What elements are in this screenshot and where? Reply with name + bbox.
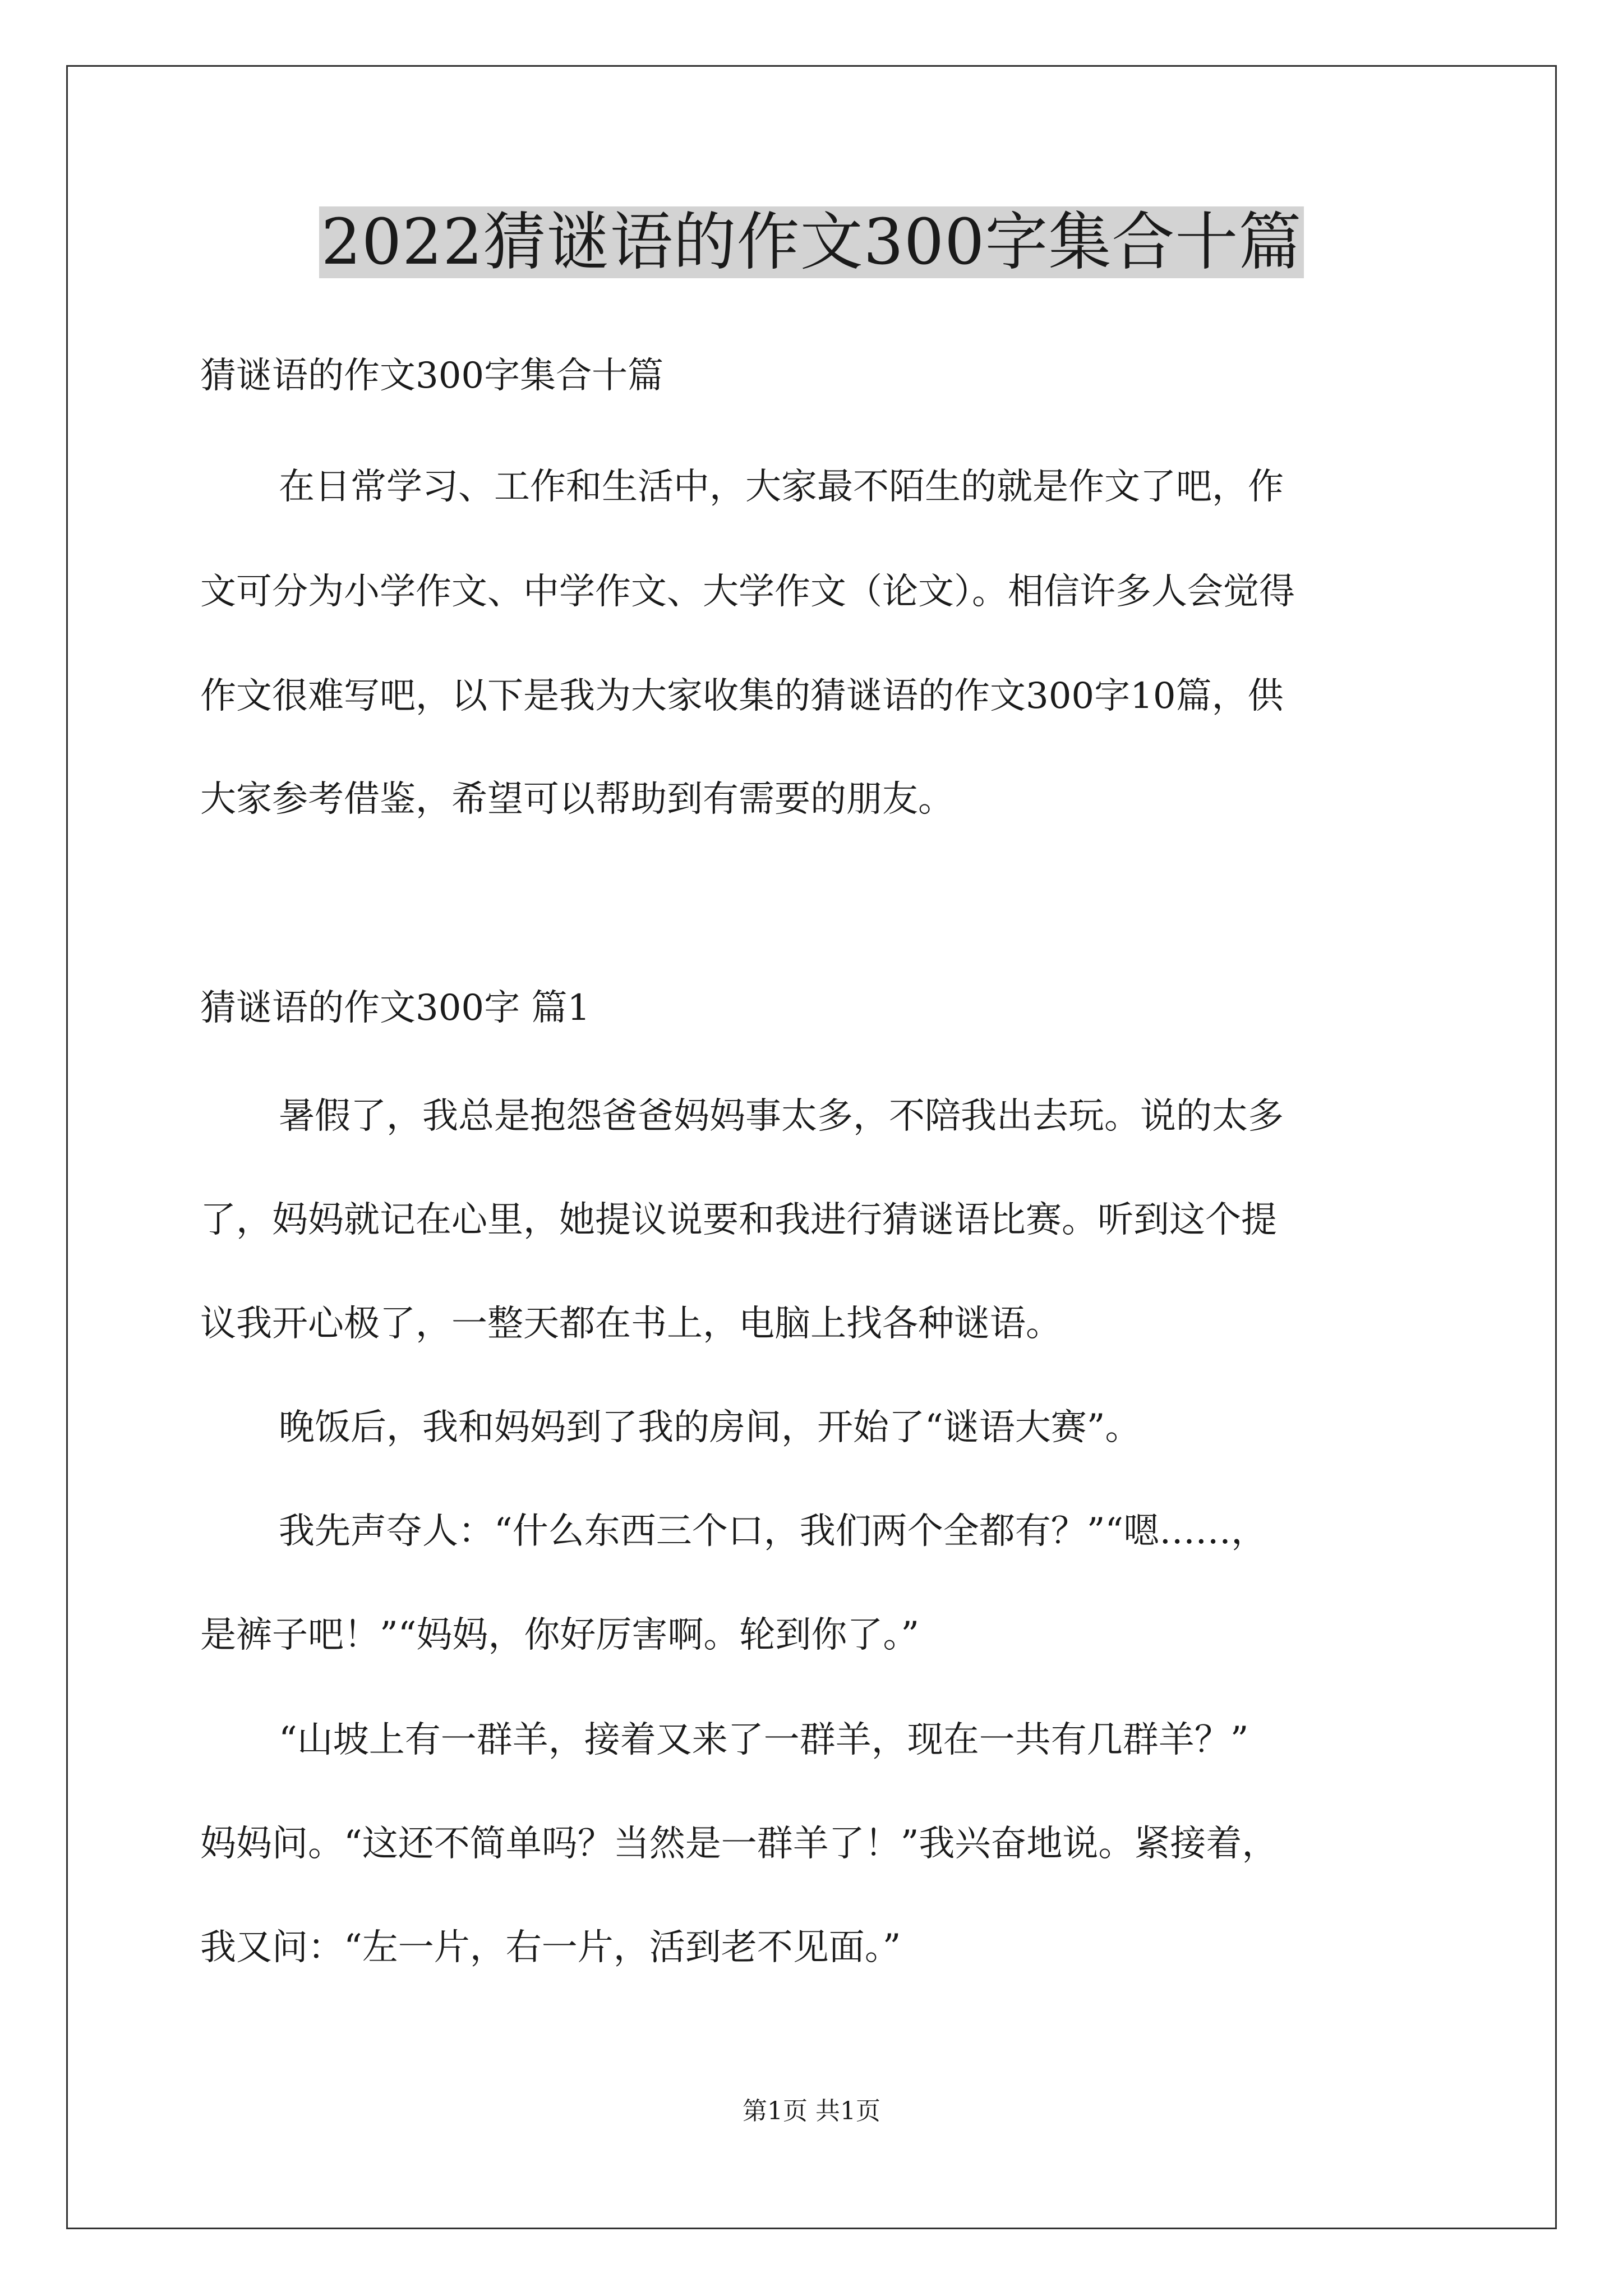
- paragraph-line: “山坡上有一群羊，接着又来了一群羊，现在一共有几群羊？”: [279, 1719, 1249, 1761]
- paragraph-line: 议我开心极了，一整天都在书上，电脑上找各种谜语。: [200, 1303, 1062, 1345]
- document-title: 2022猜谜语的作文300字集合十篇: [319, 206, 1304, 278]
- paragraph-line: 大家参考借鉴，希望可以帮助到有需要的朋友。: [200, 779, 954, 820]
- paragraph-line: 妈妈问。“这还不简单吗？当然是一群羊了！”我兴奋地说。紧接着，: [200, 1823, 1278, 1865]
- paragraph-line: 了，妈妈就记在心里，她提议说要和我进行猜谜语比赛。听到这个提: [200, 1199, 1277, 1241]
- title-container: [0, 206, 1623, 278]
- section-heading: 猜谜语的作文300字 篇1: [200, 987, 591, 1029]
- paragraph-line: 在日常学习、工作和生活中，大家最不陌生的就是作文了吧，作: [279, 466, 1284, 508]
- paragraph-line: 晚饭后，我和妈妈到了我的房间，开始了“谜语大赛”。: [279, 1407, 1141, 1448]
- paragraph-line: 暑假了，我总是抱怨爸爸妈妈事太多，不陪我出去玩。说的太多: [279, 1096, 1284, 1137]
- paragraph-line: 我先声夺人：“什么东西三个口，我们两个全都有？”“嗯……，: [279, 1511, 1267, 1552]
- paragraph-line: 我又问：“左一片，右一片，活到老不见面。”: [200, 1927, 901, 1968]
- subtitle-line: 猜谜语的作文300字集合十篇: [200, 355, 664, 397]
- paragraph-line: 是裤子吧！”“妈妈，你好厉害啊。轮到你了。”: [200, 1614, 920, 1656]
- paragraph-line: 作文很难写吧，以下是我为大家收集的猜谜语的作文300字10篇，供: [200, 675, 1284, 717]
- paragraph-line: 文可分为小学作文、中学作文、大学作文（论文）。相信许多人会觉得: [200, 571, 1295, 613]
- page-footer: 第1页 共1页: [743, 2097, 880, 2125]
